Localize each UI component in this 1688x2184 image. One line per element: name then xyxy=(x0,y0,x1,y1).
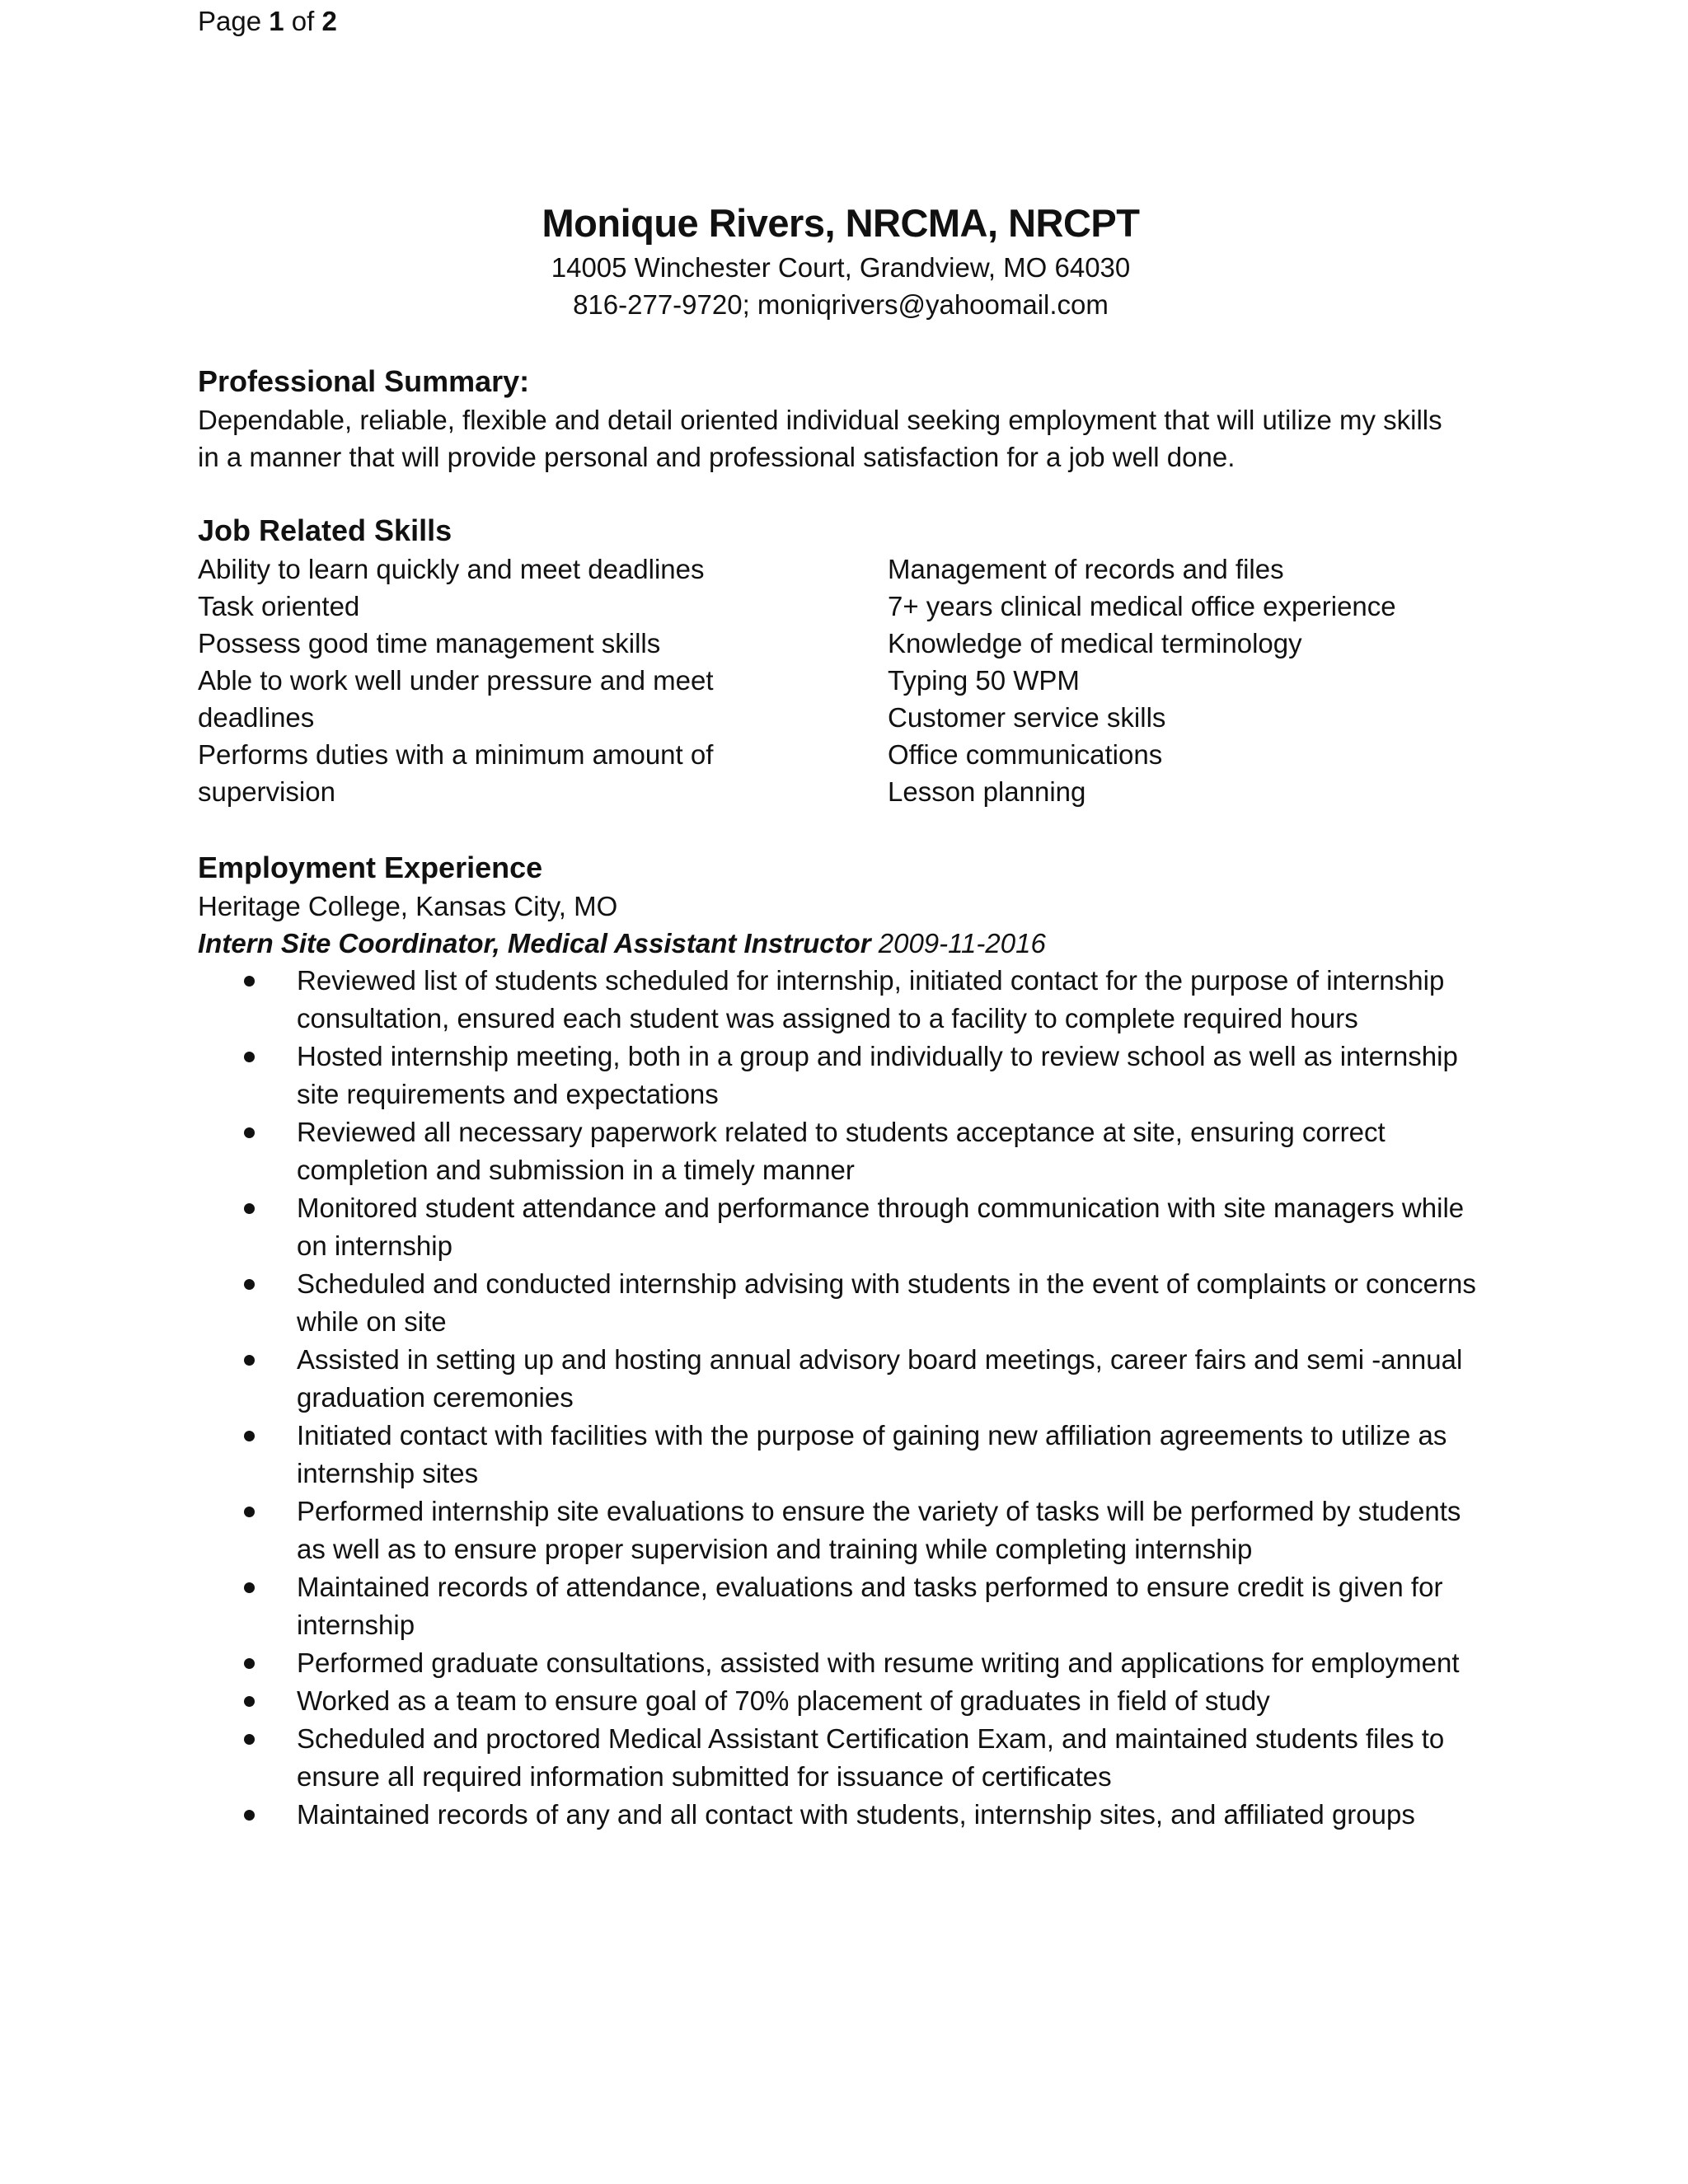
bullet-icon xyxy=(244,1696,255,1707)
skill-item: Knowledge of medical terminology xyxy=(888,628,1302,658)
duty-item xyxy=(198,1265,1484,1341)
skill-item: Task oriented xyxy=(198,591,360,621)
skill-item: Management of records and files xyxy=(888,554,1284,584)
duty-text: Reviewed all necessary paperwork related to students acceptance at site, ensuring correct completion and submission in a timely manner xyxy=(297,1117,1386,1185)
employment-heading: Employment Experience xyxy=(198,851,543,884)
bullet-icon xyxy=(244,1507,255,1517)
skills-heading: Job Related Skills xyxy=(198,513,452,547)
duty-item xyxy=(198,1417,1484,1493)
summary-text: Dependable, reliable, flexible and detail oriented individual seeking employment that will utilize my skills in a manner that will provide personal and professional satisfaction for a job well done. xyxy=(198,405,1442,472)
address-line: 14005 Winchester Court, Grandview, MO 64030 xyxy=(551,252,1131,283)
duty-text: Worked as a team to ensure goal of 70% placement of graduates in field of study xyxy=(297,1685,1270,1716)
duty-text: Maintained records of any and all contact with students, internship sites, and affiliated groups xyxy=(297,1799,1415,1830)
duty-text: Scheduled and proctored Medical Assistant Certification Exam, and maintained students files to ensure all required information submitted for issuance of certificates xyxy=(297,1723,1445,1792)
duty-item xyxy=(198,962,1484,1038)
duty-text: Performed internship site evaluations to ensure the variety of tasks will be performed by students as well as to ensure proper supervision and training while completing internship xyxy=(297,1496,1461,1564)
role-dates: 2009-11-2016 xyxy=(870,928,1046,958)
duty-item xyxy=(198,1568,1484,1644)
page-indicator xyxy=(198,5,337,38)
page-label: Page xyxy=(198,6,270,36)
duty-item xyxy=(198,1720,1484,1796)
bullet-icon xyxy=(244,1658,255,1669)
skills-right-column xyxy=(888,551,1465,810)
phone-email-line: 816-277-9720; moniqrivers@yahoomail.com xyxy=(573,289,1109,320)
duty-text: Hosted internship meeting, both in a group and individually to review school as well as internship site requirements and expectations xyxy=(297,1041,1458,1109)
duty-item xyxy=(198,1644,1484,1682)
skill-item: Able to work well under pressure and meet deadlines xyxy=(198,665,714,733)
skill-item: Lesson planning xyxy=(888,776,1086,807)
skills-left-column xyxy=(198,551,791,810)
duty-text: Assisted in setting up and hosting annual advisory board meetings, career fairs and semi -annual graduation ceremonies xyxy=(297,1344,1463,1413)
role-line xyxy=(198,925,1046,962)
duty-text: Maintained records of attendance, evaluations and tasks performed to ensure credit is given for internship xyxy=(297,1572,1443,1640)
duty-text: Initiated contact with facilities with the purpose of gaining new affiliation agreements to utilize as internship sites xyxy=(297,1420,1447,1488)
role-title: Intern Site Coordinator, Medical Assistant Instructor xyxy=(198,928,871,958)
summary-heading: Professional Summary: xyxy=(198,364,530,398)
skill-item: Customer service skills xyxy=(888,702,1166,733)
bullet-icon xyxy=(244,1203,255,1214)
skill-item: Performs duties with a minimum amount of supervision xyxy=(198,739,714,807)
skill-item: Typing 50 WPM xyxy=(888,665,1080,696)
duty-item xyxy=(198,1796,1484,1834)
duty-item xyxy=(198,1341,1484,1417)
employer-line: Heritage College, Kansas City, MO xyxy=(198,891,618,921)
skill-item: 7+ years clinical medical office experience xyxy=(888,591,1396,621)
bullet-icon xyxy=(244,1431,255,1441)
page-of-label: of xyxy=(284,6,322,36)
duty-text: Scheduled and conducted internship advising with students in the event of complaints or concerns while on site xyxy=(297,1268,1476,1337)
bullet-icon xyxy=(244,1734,255,1745)
duty-item xyxy=(198,1493,1484,1568)
bullet-icon xyxy=(244,1279,255,1290)
bullet-icon xyxy=(244,976,255,987)
skill-item: Ability to learn quickly and meet deadlines xyxy=(198,554,705,584)
duty-text: Monitored student attendance and performance through communication with site managers while on internship xyxy=(297,1193,1465,1261)
bullet-icon xyxy=(244,1582,255,1593)
current-page-number: 1 xyxy=(269,6,284,36)
skill-item: Possess good time management skills xyxy=(198,628,661,658)
total-pages-number: 2 xyxy=(321,6,337,36)
bullet-icon xyxy=(244,1810,255,1821)
duty-item xyxy=(198,1189,1484,1265)
duty-item xyxy=(198,1113,1484,1189)
duties-list xyxy=(198,962,1484,1834)
bullet-icon xyxy=(244,1127,255,1138)
duty-text: Reviewed list of students scheduled for internship, initiated contact for the purpose of internship consultation, ensured each student was assigned to a facility to complete required hours xyxy=(297,965,1445,1033)
skill-item: Office communications xyxy=(888,739,1163,770)
duty-text: Performed graduate consultations, assisted with resume writing and applications for employment xyxy=(297,1647,1460,1678)
bullet-icon xyxy=(244,1355,255,1366)
bullet-icon xyxy=(244,1052,255,1062)
candidate-name: Monique Rivers, NRCMA, NRCPT xyxy=(542,201,1140,245)
duty-item xyxy=(198,1038,1484,1113)
duty-item xyxy=(198,1682,1484,1720)
